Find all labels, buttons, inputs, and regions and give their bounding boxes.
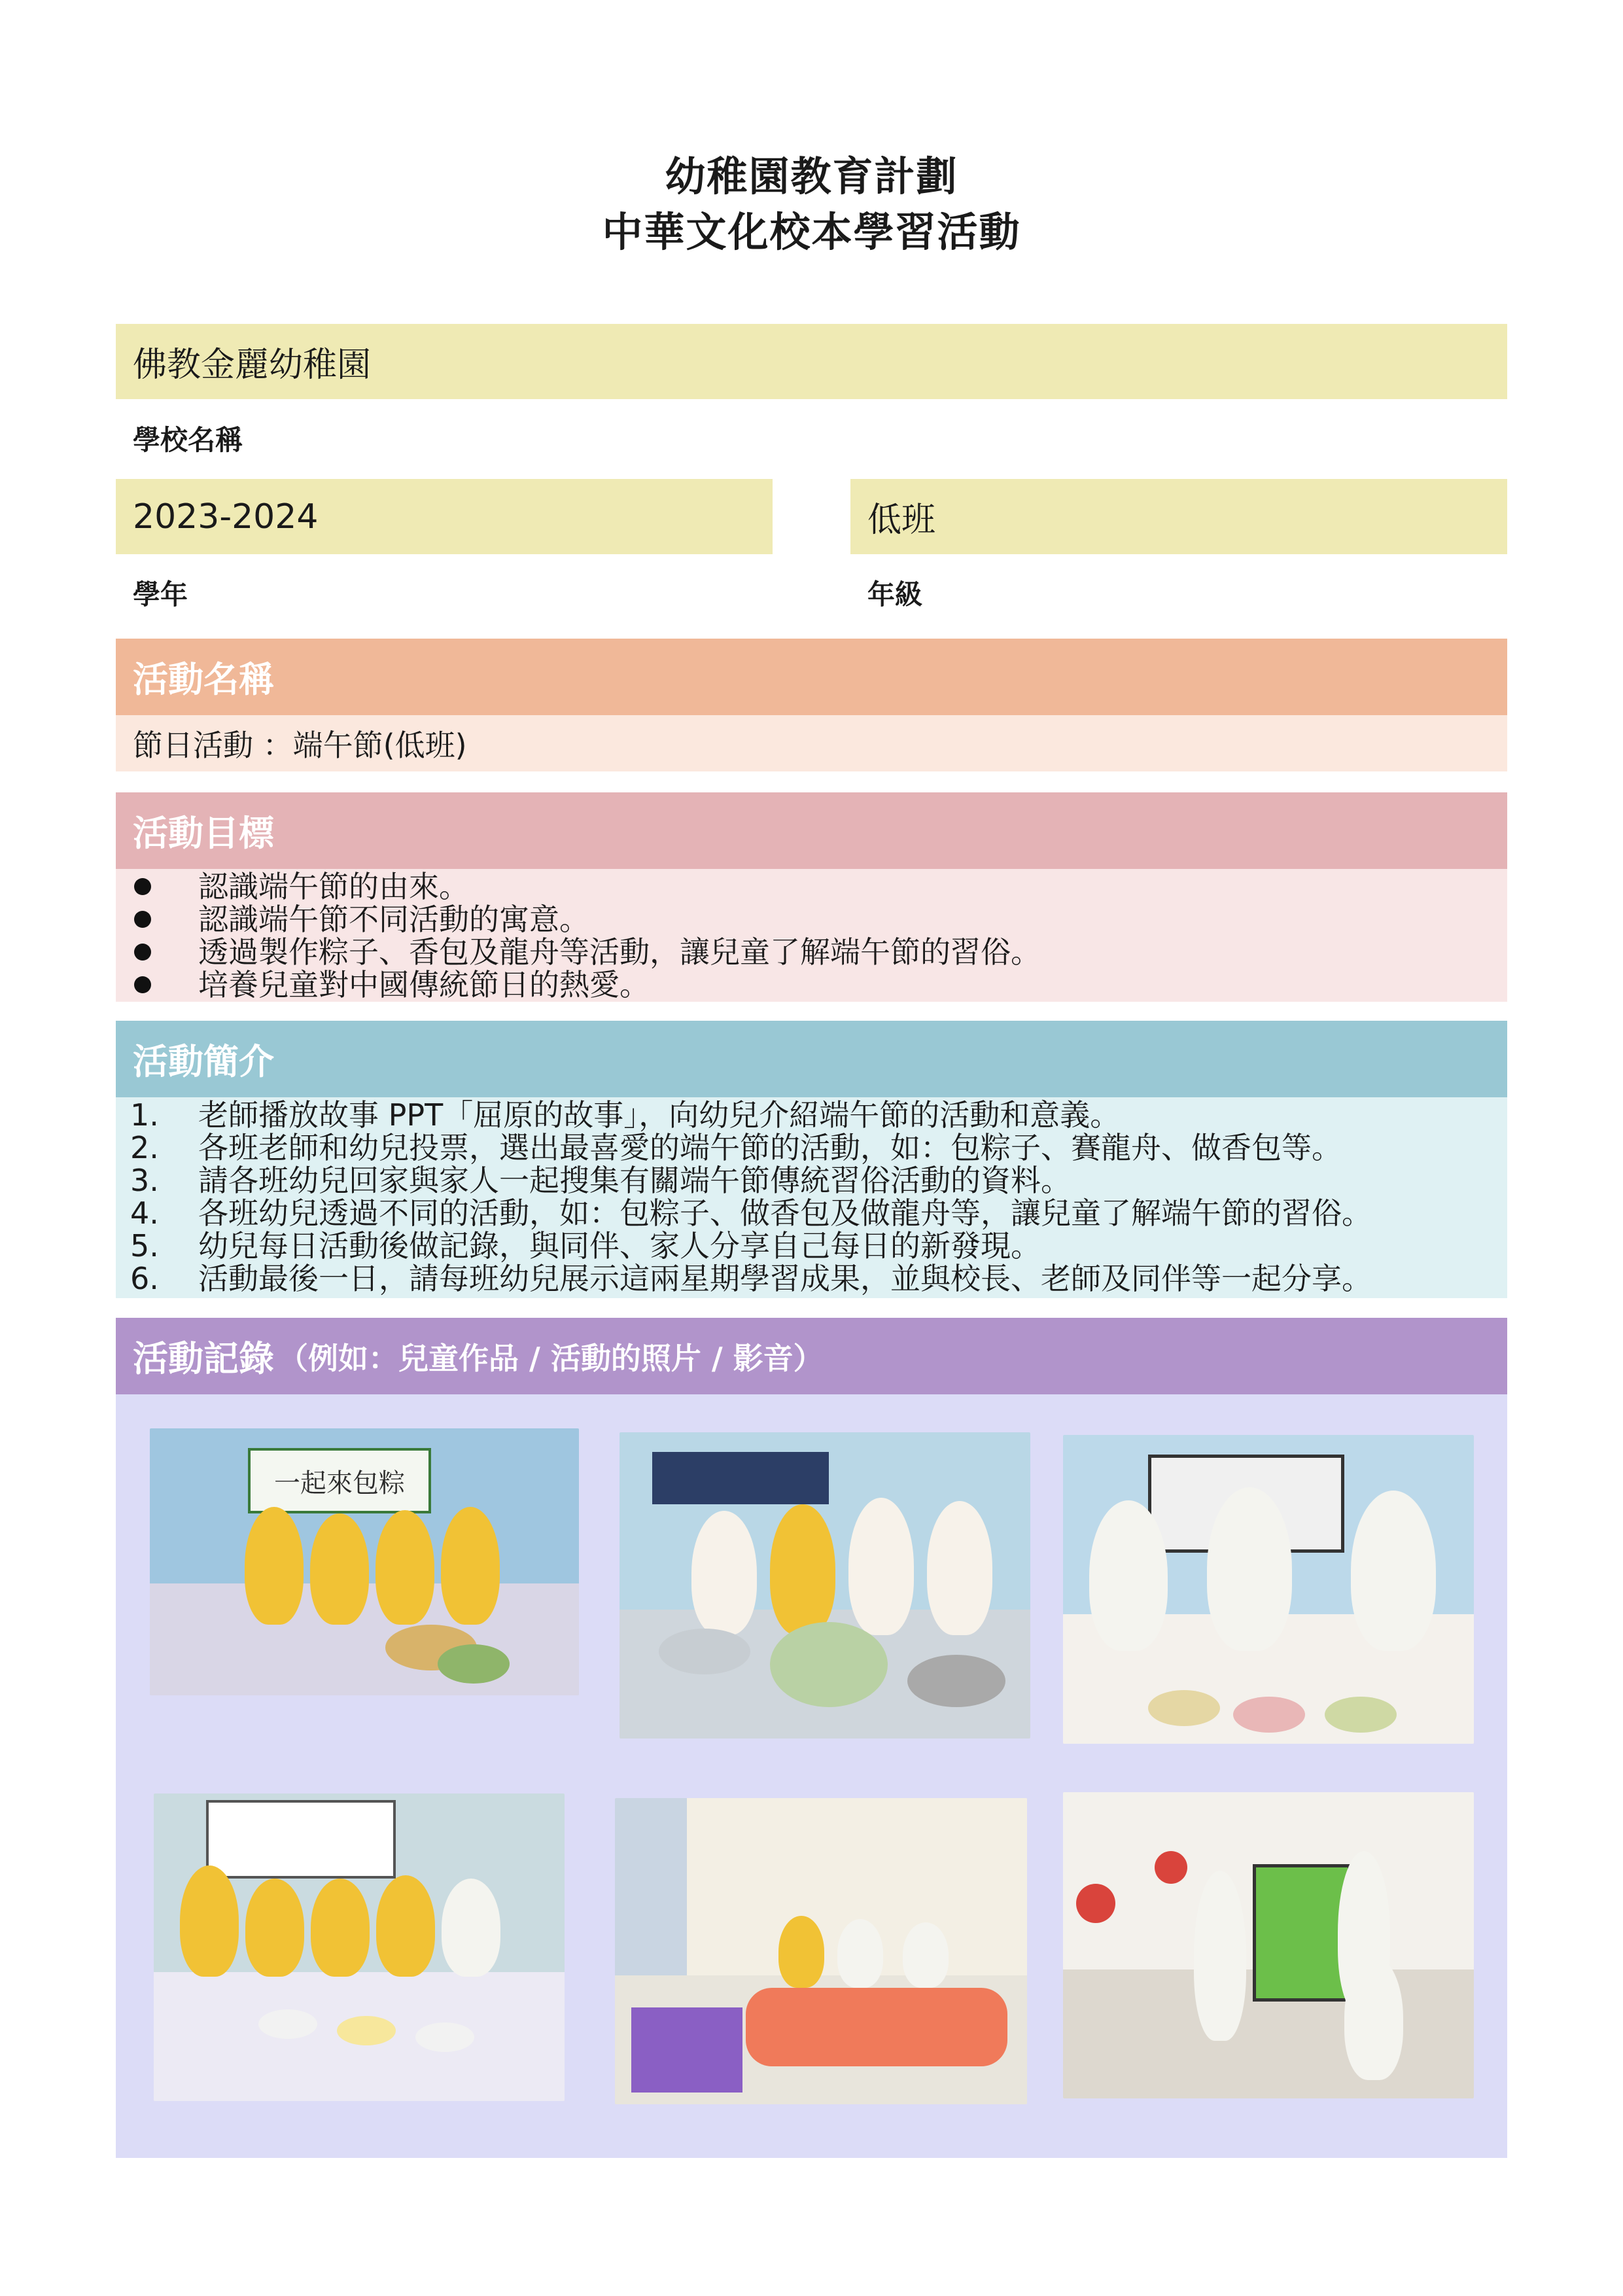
grade-value: 低班 bbox=[867, 501, 936, 540]
school-year-field bbox=[116, 479, 773, 554]
grade-field bbox=[850, 479, 1507, 554]
intro-list bbox=[116, 1099, 1507, 1295]
activity-photo-4 bbox=[154, 1793, 565, 2101]
activity-name-heading-text: 活動名稱 bbox=[133, 659, 274, 700]
bullet-icon bbox=[134, 911, 151, 928]
records-body bbox=[116, 1394, 1507, 2158]
activity-photo-6 bbox=[1063, 1792, 1474, 2098]
objective-item: 透過製作粽子、香包及龍舟等活動，讓兒童了解端午節的習俗。 bbox=[116, 936, 1507, 968]
activity-photo-3 bbox=[1063, 1435, 1474, 1744]
activity-name-heading bbox=[116, 639, 1507, 715]
objectives-list bbox=[116, 870, 1507, 1001]
school-name-value: 佛教金麗幼稚園 bbox=[133, 345, 372, 385]
records-subheading: （例如：兒童作品 / 活動的照片 / 影音） bbox=[278, 1340, 824, 1376]
intro-item: 4. 各班幼兒透過不同的活動，如：包粽子、做香包及做龍舟等，讓兒童了解端午節的習俗。 bbox=[130, 1195, 1372, 1231]
grade-label: 年級 bbox=[867, 578, 923, 610]
intro-item: 2. 各班老師和幼兒投票，選出最喜愛的端午節的活動，如：包粽子、賽龍舟、做香包等。 bbox=[130, 1130, 1342, 1165]
bullet-icon bbox=[134, 878, 151, 895]
objectives-body bbox=[116, 869, 1507, 1002]
school-year-label: 學年 bbox=[133, 578, 188, 610]
activity-name-body bbox=[116, 715, 1507, 771]
intro-item: 1. 老師播放故事 PPT「屈原的故事」，向幼兒介紹端午節的活動和意義。 bbox=[130, 1097, 1121, 1133]
objectives-heading-text: 活動目標 bbox=[133, 813, 274, 854]
activity-photo-1 bbox=[150, 1428, 579, 1695]
activity-photo-5 bbox=[615, 1798, 1027, 2104]
records-heading-text: 活動記錄 bbox=[133, 1338, 274, 1379]
objectives-heading bbox=[116, 792, 1507, 869]
intro-item: 5. 幼兒每日活動後做記錄，與同伴、家人分享自己每日的新發現。 bbox=[130, 1228, 1041, 1263]
intro-item: 6. 活動最後一日，請每班幼兒展示這兩星期學習成果，並與校長、老師及同伴等一起分享。 bbox=[130, 1261, 1372, 1296]
objective-item: 認識端午節不同活動的寓意。 bbox=[116, 903, 1507, 936]
bullet-icon bbox=[134, 944, 151, 961]
intro-item: 3. 請各班幼兒回家與家人一起搜集有關端午節傳統習俗活動的資料。 bbox=[130, 1163, 1071, 1198]
intro-body bbox=[116, 1097, 1507, 1298]
records-heading bbox=[116, 1318, 1507, 1394]
activity-name-value: 節日活動 ：端午節(低班) bbox=[133, 728, 467, 763]
activity-photo-2 bbox=[620, 1432, 1030, 1739]
board-sign: 一起來包粽 bbox=[248, 1448, 431, 1513]
objective-item: 認識端午節的由來。 bbox=[116, 870, 1507, 903]
bullet-icon bbox=[134, 976, 151, 993]
school-name-label: 學校名稱 bbox=[133, 424, 243, 456]
document-title-line1: 幼稚園教育計劃 bbox=[665, 152, 958, 200]
intro-heading bbox=[116, 1021, 1507, 1097]
school-name-field bbox=[116, 324, 1507, 399]
intro-heading-text: 活動簡介 bbox=[133, 1041, 274, 1082]
document-title-line2: 中華文化校本學習活動 bbox=[602, 208, 1021, 256]
school-year-value: 2023-2024 bbox=[133, 497, 319, 537]
objective-item: 培養兒童對中國傳統節日的熱愛。 bbox=[116, 968, 1507, 1001]
